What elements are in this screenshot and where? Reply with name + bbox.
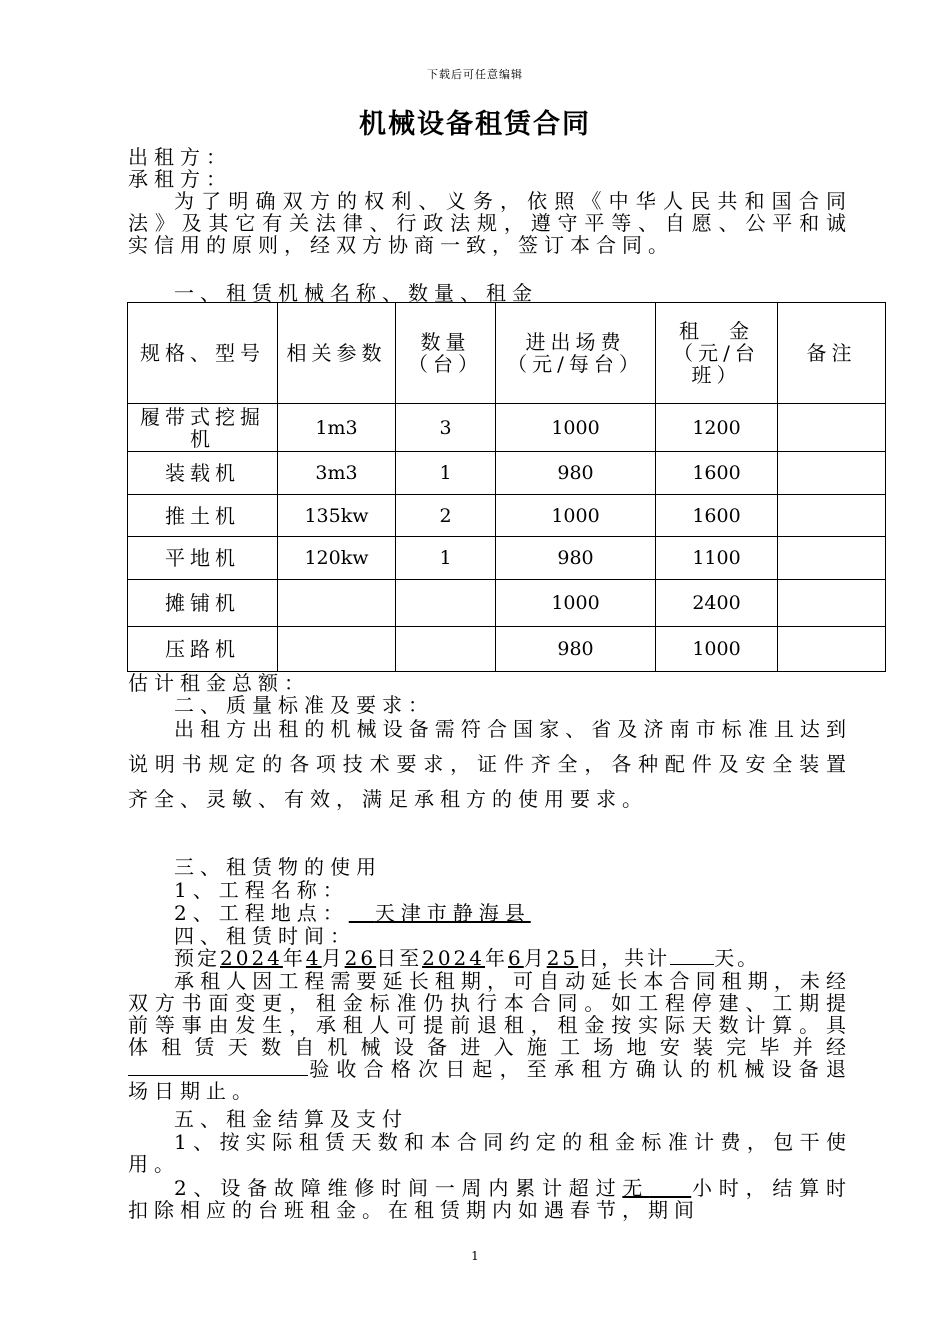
section2-body: 出租方出租的机械设备需符合国家、省及济南市标准且达到说明书规定的各项技术要求，证件齐全，各种配件及安全装置齐全、灵敏、有效，满足承租方的使用要求。 xyxy=(128,717,852,811)
header-rent: 租 金（元/台班） xyxy=(656,303,778,404)
cell-params: 120kw xyxy=(278,537,396,580)
cell-params xyxy=(278,627,396,672)
cell-spec: 平地机 xyxy=(128,537,278,580)
table-row xyxy=(128,404,886,452)
cell-remarks xyxy=(778,452,886,495)
cell-quantity: 2 xyxy=(396,495,496,537)
table-row xyxy=(128,452,886,495)
cell-spec: 履带式挖掘机 xyxy=(128,404,278,452)
section5-item2-b: 小时，结算时扣除相应的台班租金。在租赁期内如遇春节，期间 xyxy=(128,1176,853,1222)
header-entry-fee: 进出场费（元/每台） xyxy=(496,303,656,404)
section1-title: 一、租赁机械名称、数量、租金 xyxy=(174,281,538,305)
section4-body-b: 验收合格次日起，至承租方确认的机械设备退场日期止。 xyxy=(128,1057,852,1103)
period-suffix: 天。 xyxy=(714,946,761,970)
cell-quantity: 1 xyxy=(396,452,496,495)
intro-paragraph: 为了明确双方的权利、义务，依照《中华人民共和国合同法》及其它有关法律、行政法规，遵守平等、自愿、公平和诚实信用的原则，经双方协商一致，签订本合同。 xyxy=(128,189,852,257)
cell-quantity: 1 xyxy=(396,537,496,580)
month-char: 月 xyxy=(523,946,547,970)
section4-body xyxy=(128,970,852,1102)
acceptance-blank xyxy=(128,1058,308,1076)
cell-entry-fee: 1000 xyxy=(496,404,656,452)
month-char: 月 xyxy=(321,946,345,970)
header-params: 相关参数 xyxy=(278,303,396,404)
days-blank xyxy=(670,947,714,965)
cell-quantity xyxy=(396,580,496,627)
header-note: 下载后可任意编辑 xyxy=(427,68,523,81)
cell-remarks xyxy=(778,495,886,537)
page-number: 1 xyxy=(471,1249,479,1263)
cell-entry-fee: 980 xyxy=(496,627,656,672)
cell-quantity xyxy=(396,627,496,672)
header-remarks: 备注 xyxy=(778,303,886,404)
cell-spec: 摊铺机 xyxy=(128,580,278,627)
day-char: 日至 xyxy=(376,946,423,970)
table-row xyxy=(128,580,886,627)
cell-params: 3m3 xyxy=(278,452,396,495)
section5-title: 五、租金结算及支付 xyxy=(174,1107,408,1131)
item1-label: 1、工程名称： xyxy=(174,878,349,902)
section5-item2-value: 无 xyxy=(622,1176,650,1200)
equipment-table xyxy=(127,302,886,672)
table-row xyxy=(128,495,886,537)
cell-rent: 1600 xyxy=(656,452,778,495)
table-row xyxy=(128,537,886,580)
item2-label: 2、工程地点： xyxy=(174,901,349,925)
cell-rent: 1600 xyxy=(656,495,778,537)
estimated-total-label: 估计租金总额： xyxy=(128,671,310,695)
cell-entry-fee: 1000 xyxy=(496,580,656,627)
section3-title: 三、租赁物的使用 xyxy=(174,855,382,879)
cell-spec: 装载机 xyxy=(128,452,278,495)
section5-item2-a: 2、设备故障维修时间一周内累计超过 xyxy=(174,1176,623,1200)
item2-value: 天津市静海县 xyxy=(374,901,531,925)
end-month: 6 xyxy=(508,946,524,970)
table-header-row xyxy=(128,303,886,404)
cell-rent: 1200 xyxy=(656,404,778,452)
header-spec: 规格、型号 xyxy=(128,303,278,404)
header-quantity: 数量（台） xyxy=(396,303,496,404)
section4-title: 四、租赁时间： xyxy=(174,924,356,948)
section2-title: 二、质量标准及要求： xyxy=(174,693,434,717)
cell-remarks xyxy=(778,404,886,452)
cell-spec: 推土机 xyxy=(128,495,278,537)
cell-remarks xyxy=(778,627,886,672)
document-title: 机械设备租赁合同 xyxy=(359,109,591,140)
cell-entry-fee: 980 xyxy=(496,452,656,495)
cell-params: 135kw xyxy=(278,495,396,537)
year-char: 年 xyxy=(485,946,508,970)
start-year: 2024 xyxy=(220,946,283,970)
start-day: 26 xyxy=(344,946,377,970)
lessee-label: 承租方： xyxy=(128,167,232,191)
end-day-char: 日，共计 xyxy=(578,946,671,970)
cell-params xyxy=(278,580,396,627)
cell-remarks xyxy=(778,580,886,627)
cell-quantity: 3 xyxy=(396,404,496,452)
table-row xyxy=(128,627,886,672)
period-prefix: 预定 xyxy=(174,946,220,970)
cell-rent: 2400 xyxy=(656,580,778,627)
cell-rent: 1100 xyxy=(656,537,778,580)
lessor-label: 出租方： xyxy=(128,145,232,169)
cell-entry-fee: 980 xyxy=(496,537,656,580)
start-month: 4 xyxy=(305,946,322,970)
end-day: 25 xyxy=(546,946,579,970)
section4-body-a: 承租人因工程需要延长租期，可自动延长本合同租期，未经双方书面变更，租金标准仍执行本合同。如工程停建、工期提前等事由发生，承租人可提前退租，租金按实际天数计算。具体租赁天数自机械设备进入施工场地安装完毕并经 xyxy=(128,969,852,1059)
cell-rent: 1000 xyxy=(656,627,778,672)
cell-entry-fee: 1000 xyxy=(496,495,656,537)
rental-period-line xyxy=(174,947,852,969)
section5-item1: 1、按实际租赁天数和本合同约定的租金标准计费，包干使用。 xyxy=(128,1130,852,1176)
cell-spec: 压路机 xyxy=(128,627,278,672)
end-year: 2024 xyxy=(422,946,485,970)
item2-line xyxy=(174,902,852,924)
section5-item2 xyxy=(128,1177,852,1221)
cell-remarks xyxy=(778,537,886,580)
year-char: 年 xyxy=(282,946,306,970)
cell-params: 1m3 xyxy=(278,404,396,452)
